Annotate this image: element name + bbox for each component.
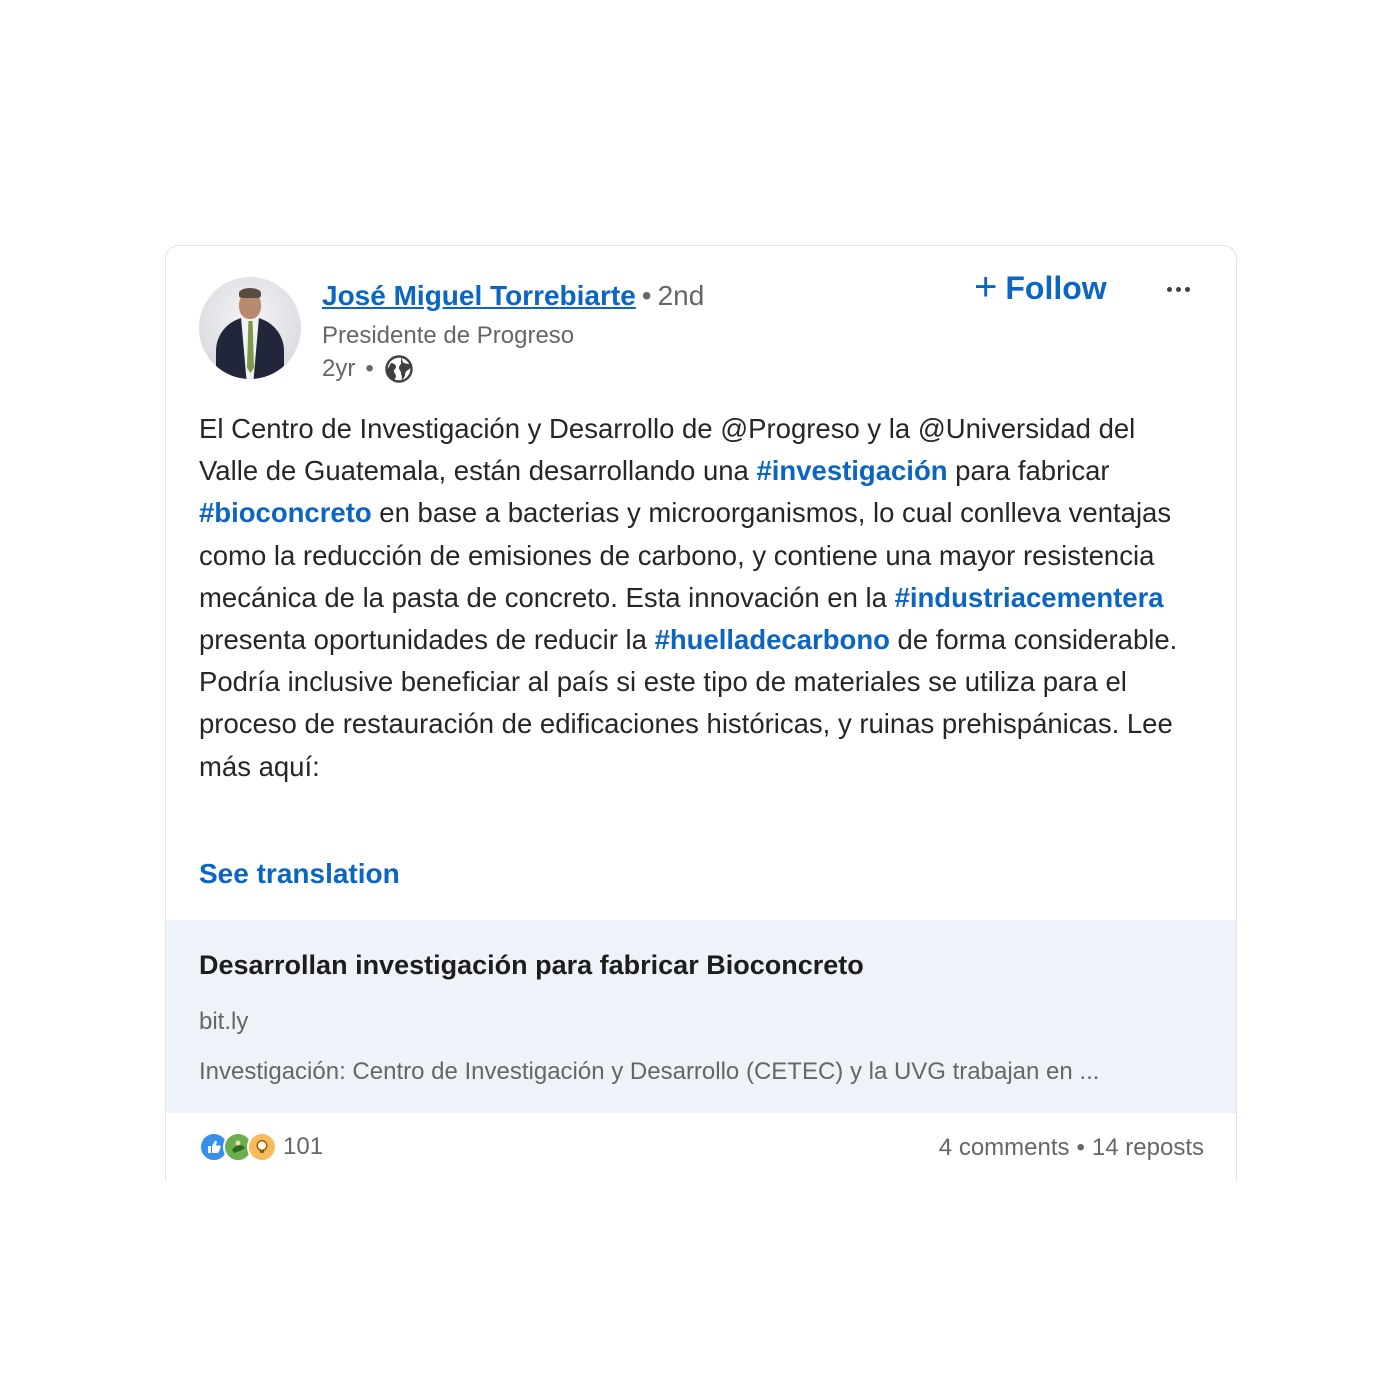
author-name-link[interactable]: José Miguel Torrebiarte (322, 280, 636, 311)
link-preview-title: Desarrollan investigación para fabricar Bioconcreto (199, 950, 864, 980)
post-body-text (199, 408, 1199, 788)
plus-icon: + (974, 264, 998, 309)
hashtag-link[interactable]: #investigación (756, 455, 948, 487)
author-avatar[interactable] (199, 277, 301, 379)
post-text-segment: de forma considerable. Podría inclusive beneficiar al país si este tipo de materiales se utiliza para el proceso de restauración de edificaciones históricas, y ruinas prehispánicas. Lee más aquí: (199, 624, 1178, 782)
author-name-line (322, 280, 704, 312)
globe-icon (384, 354, 414, 384)
comments-reposts (939, 1134, 1204, 1162)
comments-count-link[interactable]: 4 comments (938, 1134, 1070, 1161)
post-time: 2yr (322, 355, 356, 382)
link-preview-description: Investigación: Centro de Investigación y Desarrollo (CETEC) y la UVG trabajan en ... (199, 1058, 1100, 1085)
post-text-segment: El Centro de Investigación y Desarrollo de @Progreso y la @Universidad del Valle de Guatemala, están desarrollando una (199, 413, 1136, 487)
insightful-icon (247, 1132, 277, 1162)
follow-label: Follow (1005, 270, 1107, 306)
link-preview-card[interactable] (166, 920, 1236, 1113)
social-counts-bar (199, 1132, 1204, 1168)
post-text-segment: en base a bacterias y microorganismos, lo cual conlleva ventajas como la reducción de emisiones de carbono, y contiene una mayor resistencia mecánica de la pasta de concreto. Esta innovación en la (199, 497, 1172, 613)
post-text-segment: para fabricar (947, 455, 1110, 487)
reactions-summary[interactable] (199, 1132, 323, 1162)
author-headline: Presidente de Progreso (322, 322, 575, 349)
reaction-count: 101 (283, 1133, 324, 1160)
see-translation-link[interactable]: See translation (199, 858, 400, 889)
hashtag-link[interactable]: #huelladecarbono (654, 624, 890, 656)
name-degree-separator: • (641, 280, 652, 311)
hashtag-link[interactable]: #industriacementera (894, 581, 1164, 613)
follow-button[interactable] (974, 264, 1107, 309)
social-separator: • (1076, 1134, 1085, 1161)
post-meta (322, 354, 414, 384)
reposts-count-link[interactable]: 14 reposts (1091, 1134, 1204, 1161)
post-text-segment: presenta oportunidades de reducir la (199, 624, 655, 656)
link-preview-domain: bit.ly (199, 1008, 249, 1035)
more-options-icon[interactable] (1158, 274, 1198, 304)
hashtag-link[interactable]: #bioconcreto (199, 497, 372, 529)
feed-post-card (165, 245, 1237, 1181)
connection-degree: 2nd (657, 280, 705, 311)
time-separator: • (365, 355, 374, 382)
